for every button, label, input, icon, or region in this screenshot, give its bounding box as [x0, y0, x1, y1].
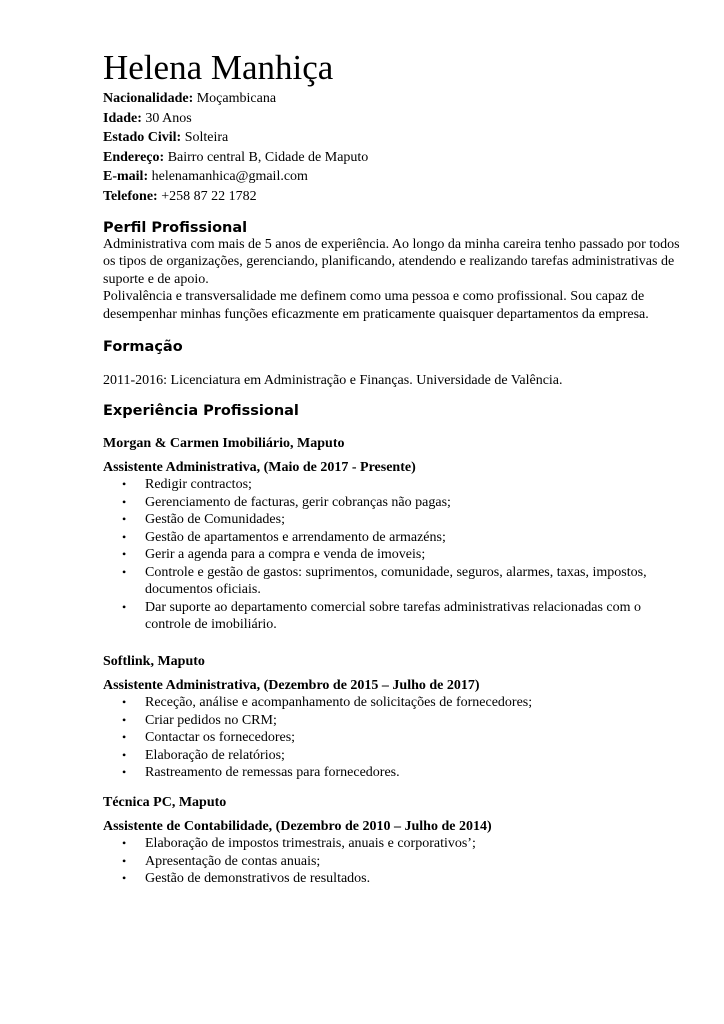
candidate-name: Helena Manhiça — [103, 48, 334, 87]
list-item — [103, 546, 688, 564]
bullet-icon: • — [122, 512, 127, 526]
info-value: helenamanhica@gmail.com — [151, 169, 308, 185]
bullet-icon: • — [122, 494, 127, 509]
task-text: Elaboração de relatórios; — [145, 747, 285, 763]
list-item — [103, 764, 688, 782]
task-list — [103, 694, 688, 782]
list-item — [103, 729, 688, 747]
list-item — [103, 747, 688, 765]
info-email — [103, 167, 368, 187]
task-text: Gerenciamento de facturas, gerir cobranças não pagas; — [145, 494, 451, 510]
job-title: Assistente Administrativa, (Dezembro de 2015 – Julho de 2017) — [103, 678, 480, 693]
info-address — [103, 148, 368, 168]
info-age — [103, 109, 368, 129]
task-text: Redigir contractos; — [145, 477, 252, 492]
section-heading-experience: Experiência Profissional — [103, 403, 299, 419]
info-value: 30 Anos — [145, 110, 192, 126]
bullet-icon: • — [122, 747, 127, 762]
bullet-icon: • — [122, 871, 127, 885]
task-text: Elaboração de impostos trimestrais, anuais e corporativos’; — [145, 836, 476, 851]
info-value: +258 87 22 1782 — [161, 188, 257, 204]
task-text: Criar pedidos no CRM; — [145, 712, 277, 728]
task-text: Gestão de demonstrativos de resultados. — [145, 871, 371, 886]
bullet-icon: • — [122, 712, 127, 727]
task-text: Gerir a agenda para a compra e venda de imoveis; — [145, 547, 426, 562]
info-label: Telefone: — [103, 188, 158, 204]
list-item — [103, 494, 688, 512]
list-item — [103, 870, 688, 888]
info-label: Estado Civil: — [103, 130, 182, 146]
bullet-icon: • — [122, 836, 127, 850]
bullet-icon: • — [122, 765, 127, 779]
section-heading-profile: Perfil Profissional — [103, 220, 248, 236]
task-text: Dar suporte ao departamento comercial sobre tarefas administrativas relacionadas com o controle de imobiliário. — [145, 599, 642, 632]
info-value: Solteira — [184, 130, 229, 146]
profile-paragraph: Polivalência e transversalidade me definem como uma pessoa e como profissional. Sou capaz de desempenhar minhas funções eficazmente em praticamente quaisquer departamentos da empresa. — [103, 289, 649, 322]
task-text: Apresentação de contas anuais; — [145, 853, 321, 869]
list-item — [103, 835, 688, 853]
bullet-icon: • — [122, 564, 127, 579]
personal-info — [103, 89, 368, 207]
info-label: E-mail: — [103, 169, 149, 185]
task-text: Gestão de Comunidades; — [145, 512, 285, 527]
task-text: Gestão de apartamentos e arrendamento de armazéns; — [145, 529, 446, 545]
list-item — [103, 529, 688, 547]
job-company: Morgan & Carmen Imobiliário, Maputo — [103, 436, 345, 451]
list-item — [103, 599, 688, 634]
list-item — [103, 853, 688, 871]
task-text: Rastreamento de remessas para fornecedores. — [145, 765, 400, 780]
task-text: Controle e gestão de gastos: suprimentos, comunidade, seguros, alarmes, taxas, impostos, documentos oficiais. — [145, 564, 647, 597]
education-text: 2011-2016: Licenciatura em Administração e Finanças. Universidade de Valência. — [103, 373, 563, 388]
profile-paragraph: Administrativa com mais de 5 anos de experiência. Ao longo da minha careira tenho passado por todos os tipos de organizações, gerenciando, planificando, atendendo e realizando tarefas administrativas de suporte e de apoio. — [103, 237, 680, 287]
list-item — [103, 712, 688, 730]
job-title: Assistente de Contabilidade, (Dezembro de 2010 – Julho de 2014) — [103, 819, 492, 834]
info-label: Idade: — [103, 110, 142, 126]
info-nationality — [103, 89, 368, 109]
info-value: Moçambicana — [196, 91, 277, 106]
list-item — [103, 694, 688, 712]
bullet-icon: • — [122, 547, 127, 561]
list-item — [103, 564, 688, 599]
info-label: Endereço: — [103, 149, 165, 165]
bullet-icon: • — [122, 853, 127, 868]
bullet-icon: • — [122, 477, 127, 491]
info-label: Nacionalidade: — [103, 91, 194, 106]
bullet-icon: • — [122, 529, 127, 544]
task-list — [103, 476, 688, 634]
info-phone — [103, 187, 368, 207]
bullet-icon: • — [122, 695, 127, 709]
info-value: Bairro central B, Cidade de Maputo — [167, 149, 369, 165]
bullet-icon: • — [122, 730, 127, 744]
list-item — [103, 511, 688, 529]
job-company: Softlink, Maputo — [103, 654, 205, 669]
job-company: Técnica PC, Maputo — [103, 795, 227, 810]
task-text: Contactar os fornecedores; — [145, 730, 296, 745]
bullet-icon: • — [122, 599, 127, 614]
info-marital-status — [103, 128, 368, 148]
section-heading-education: Formação — [103, 339, 183, 355]
task-text: Receção, análise e acompanhamento de solicitações de fornecedores; — [145, 695, 533, 710]
task-list — [103, 835, 688, 888]
job-title: Assistente Administrativa, (Maio de 2017 - Presente) — [103, 460, 416, 475]
list-item — [103, 476, 688, 494]
profile-text — [103, 236, 683, 323]
